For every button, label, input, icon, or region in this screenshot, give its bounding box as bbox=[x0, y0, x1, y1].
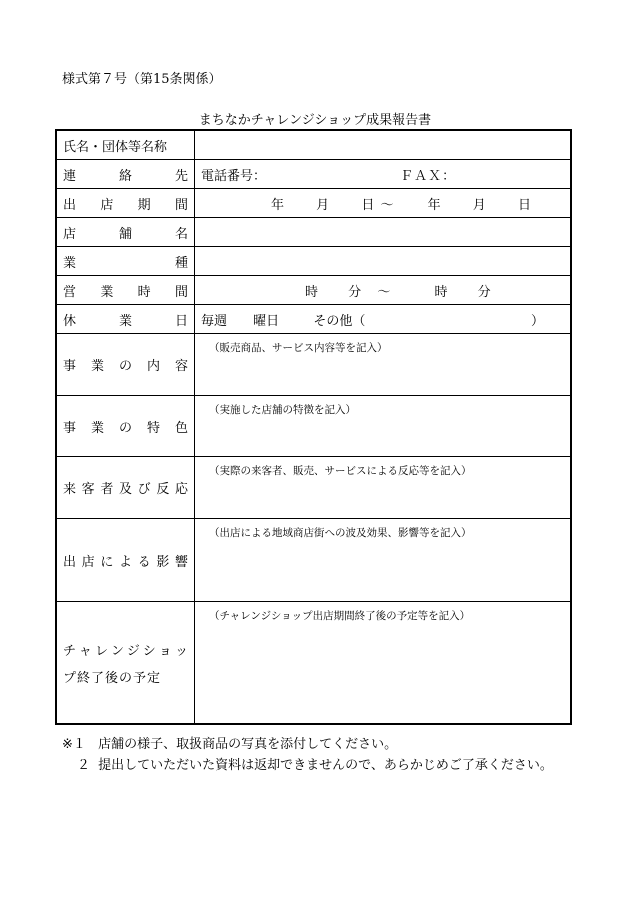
features-field[interactable] bbox=[195, 396, 572, 457]
note-text: 提出していただいた資料は返却できませんので、あらかじめご了承ください。 bbox=[98, 758, 553, 773]
phone-label: 電話番号： bbox=[201, 168, 267, 184]
table-row bbox=[56, 276, 571, 305]
features-label: 事 業 の 特 色 bbox=[56, 396, 195, 457]
notes bbox=[62, 734, 553, 776]
form-number: 様式第７号（第15条関係） bbox=[62, 72, 222, 87]
minute-start: 分 bbox=[348, 284, 362, 300]
table-row bbox=[56, 305, 571, 334]
note-item bbox=[62, 755, 553, 776]
note-item bbox=[62, 734, 553, 755]
month-start: 月 bbox=[316, 197, 330, 213]
period-tilde: 〜 bbox=[380, 197, 394, 213]
table-row bbox=[56, 519, 571, 602]
dow-label: 曜日 bbox=[253, 313, 280, 329]
table-row bbox=[56, 130, 571, 160]
visitors-label: 来客者及び反応 bbox=[56, 457, 195, 519]
store-field[interactable] bbox=[195, 218, 572, 247]
hour-start: 時 bbox=[305, 284, 319, 300]
other-close: ） bbox=[530, 313, 544, 329]
features-hint: （実施した店舗の特徴を記入） bbox=[209, 404, 356, 416]
contact-field[interactable] bbox=[195, 160, 572, 189]
impact-hint: （出店による地域商店街への波及効果、影響等を記入） bbox=[209, 527, 472, 539]
table-row bbox=[56, 189, 571, 218]
impact-field[interactable] bbox=[195, 519, 572, 602]
after-field[interactable] bbox=[195, 602, 572, 725]
month-end: 月 bbox=[472, 197, 486, 213]
other-label: その他（ bbox=[313, 313, 366, 329]
hours-label: 営 業 時 間 bbox=[56, 276, 195, 305]
year-start: 年 bbox=[271, 197, 285, 213]
period-field[interactable] bbox=[195, 189, 572, 218]
after-hint: （チャレンジショップ出店期間終了後の予定等を記入） bbox=[209, 610, 471, 622]
hours-field[interactable] bbox=[195, 276, 572, 305]
page-title: まちなかチャレンジショップ成果報告書 bbox=[198, 113, 432, 128]
industry-field[interactable] bbox=[195, 247, 572, 276]
hours-tilde: 〜 bbox=[377, 284, 391, 300]
table-row bbox=[56, 457, 571, 519]
table-row bbox=[56, 602, 571, 725]
impact-label: 出店による影響 bbox=[56, 519, 195, 602]
business-field[interactable] bbox=[195, 334, 572, 396]
table-row bbox=[56, 160, 571, 189]
business-hint: （販売商品、サービス内容等を記入） bbox=[209, 342, 388, 354]
note-mark: ２ bbox=[76, 758, 90, 773]
year-end: 年 bbox=[427, 197, 441, 213]
report-table bbox=[55, 129, 572, 725]
table-row bbox=[56, 334, 571, 396]
note-mark: ※１ bbox=[62, 737, 86, 752]
store-label: 店 舗 名 bbox=[56, 218, 195, 247]
holiday-label: 休 業 日 bbox=[56, 305, 195, 334]
weekly-label: 毎週 bbox=[201, 313, 228, 329]
industry-label: 業 種 bbox=[56, 247, 195, 276]
minute-end: 分 bbox=[477, 284, 491, 300]
visitors-field[interactable] bbox=[195, 457, 572, 519]
contact-label: 連 絡 先 bbox=[56, 160, 195, 189]
holiday-field[interactable] bbox=[195, 305, 572, 334]
day-end: 日 bbox=[517, 197, 531, 213]
name-field[interactable] bbox=[195, 130, 572, 160]
hour-end: 時 bbox=[434, 284, 448, 300]
fax-label: ＦＡＸ： bbox=[400, 168, 457, 184]
table-row bbox=[56, 247, 571, 276]
period-label: 出 店 期 間 bbox=[56, 189, 195, 218]
table-row bbox=[56, 218, 571, 247]
name-label: 氏名・団体等名称 bbox=[56, 130, 195, 160]
visitors-hint: （実際の来客者、販売、サービスによる反応等を記入） bbox=[209, 465, 472, 477]
after-label: チャレンジショッ プ終了後の予定 bbox=[56, 602, 195, 725]
table-row bbox=[56, 396, 571, 457]
note-text: 店舗の様子、取扱商品の写真を添付してください。 bbox=[98, 737, 398, 752]
day-start: 日 bbox=[361, 197, 375, 213]
business-label: 事 業 の 内 容 bbox=[56, 334, 195, 396]
